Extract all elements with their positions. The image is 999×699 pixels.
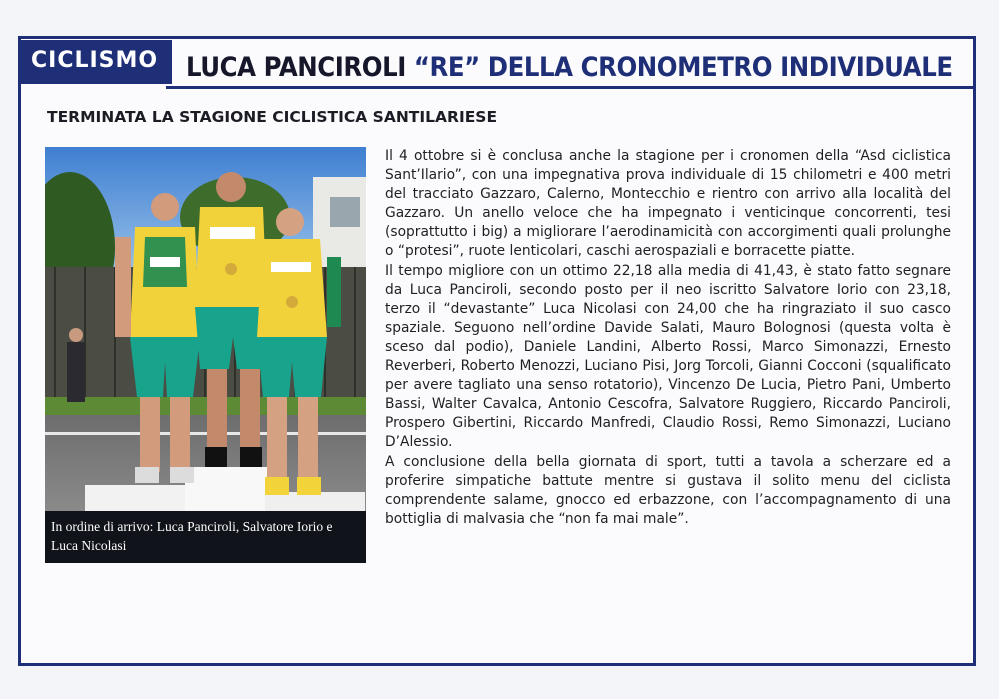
subtitle: TERMINATA LA STAGIONE CICLISTICA SANTILARIESE [47,108,498,126]
article-paragraph-3: A conclusione della bella giornata di sport, tutti a tavola a scherzare ed a proferire simpatiche battute mentre si gustava il solito menu del ciclista comprendente salame, gnocco ed erbazzone, con l’accompagnamento di una bottiglia di malvasia che “non fa mai male”. [385,453,951,527]
header-rule [166,86,973,89]
article-frame [18,36,976,666]
headline-name: LUCA PANCIROLI [186,52,415,83]
photo-caption: In ordine di arrivo: Luca Panciroli, Salvatore Iorio e Luca Nicolasi [51,519,333,553]
headline-rest: “RE” DELLA CRONOMETRO INDIVIDUALE [414,52,953,83]
article-paragraph-1: Il 4 ottobre si è conclusa anche la stagione per i cronomen della “Asd ciclistica Sant’Ilario”, con una impegnativa prova individuale di 15 chilometri e 400 metri del tracciato Gazzaro, Calerno, Montecchio e rientro con arrivo alla località del Gazzaro. Un anello veloce che ha impegnato i venticinque concorrenti, tesi (soprattutto i big) a migliorare l’aerodinamicità con accorgimenti quali prolunghe o “protesi”, ruote lenticolari, caschi aerospaziali e borracette piatte. [385,148,951,260]
header-bar [21,39,973,87]
podium-photo [45,147,366,511]
photo-block [45,147,366,563]
article-paragraph-2: Il tempo migliore con un ottimo 22,18 alla media di 41,43, è stato fatto segnare da Luca Panciroli, secondo posto per il neo iscritto Salvatore Iorio con 23,18, terzo il “devastante” Luca Nicolasi con 24,00 che ha ringraziato il suo casco spaziale. Seguono nell’ordine Davide Salati, Mauro Bolognosi (questa volta è sceso dal podio), Daniele Landini, Alberto Rossi, Marco Simonazzi, Ernesto Reverberi, Roberto Menozzi, Luciano Pisi, Jorg Torcoli, Gianni Cocconi (squalificato per avere tagliato una senso rotatorio), Vincenzo De Lucia, Pietro Pani, Umberto Bassi, Walter Cavalca, Antonio Cescofra, Salvatore Ruggiero, Riccardo Panciroli, Prospero Gibertini, Riccardo Manfredi, Claudio Rossi, Remo Simonazzi, Luciano D’Alessio. [385,262,951,451]
headline [186,51,953,87]
article-body [385,147,951,529]
section-tag: CICLISMO [21,40,172,84]
